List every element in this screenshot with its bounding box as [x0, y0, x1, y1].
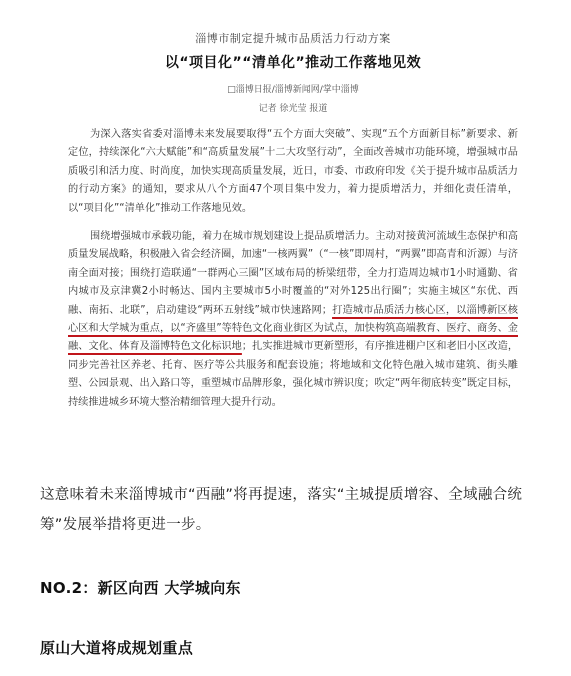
sub-heading: 原山大道将成规划重点 — [40, 639, 194, 657]
article-kicker: 淄博市制定提升城市品质活力行动方案 — [195, 32, 391, 45]
article-clipping — [48, 0, 538, 472]
body-paragraph: 这意味着未来淄博城市“西融”将再提速，落实“主城提质增容、全域融合统筹”发展举措将更进一步。 — [40, 487, 523, 533]
article-byline: 记者 徐光莹 报道 — [258, 104, 328, 114]
article-headline: 以“项目化”“清单化”推动工作落地见效 — [164, 55, 422, 71]
red-underlined-highlight: 打造城市品质活力核心区，以淄博新区核心区和大学城为重点，以“齐盛里”等特色文化商业街区为试点，加快构筑高端教育、医疗、商务、金融、文化、体育及淄博特色文化标识地 — [68, 304, 518, 353]
paragraph-2-text-b: ；扎实推进城市更新塑形，有序推进棚户区和老旧小区改造，同步完善社区养老、托育、医疗等公共服务和配套设施；将地域和文化特色融入城市建筑、街头雕塑、公园景观、出入路口等，重塑城市品牌形象，强化城市辨识度；吹定“两年彻底转变”既定目标，持续推进城乡环境大整治精细管理大提升行动。 — [68, 341, 519, 408]
article-source: □淄博日报/淄博新闻网/掌中淄博 — [227, 85, 359, 95]
article-paragraph-1: 为深入落实省委对淄博未来发展要取得“五个方面大突破”、实现“五个方面新目标”新要求、新定位，持续深化“六大赋能”和“高质量发展”十二大攻坚行动”，全面改善城市功能环境，增强城市品质吸引和活力度、时尚度，加快实现高质量发展，近日，市委、市政府印发《关于提升城市品质活力的行动方案》的通知，要求从八个方面47个项目集中发力，着力提质增活力，并细化责任清单，以“项目化”“清单化”推动工作落地见效。 — [68, 129, 518, 214]
paragraph-2-text-a: 围绕增强城市承载功能，着力在城市规划建设上提品质增活力。主动对接黄河流域生态保护和高质量发展战略，积极融入省会经济圈，加速“一核两翼”（“一核”即周村，“两翼”即高青和沂源）与济南全面对接；围绕打造联通“一群两心三圈”区域布局的桥梁纽带，全力打造周边城市1小时通勤、省内城市及京津冀2小时畅达、国内主要城市5小时覆盖的“对外125出行圈”；实施主城区“东优、西融、南拓、北联”，启动建设“两环五射线”城市快速路网； — [68, 231, 518, 316]
section-heading: NO.2：新区向西 大学城向东 — [40, 579, 241, 597]
article-paragraph-2 — [68, 228, 518, 412]
